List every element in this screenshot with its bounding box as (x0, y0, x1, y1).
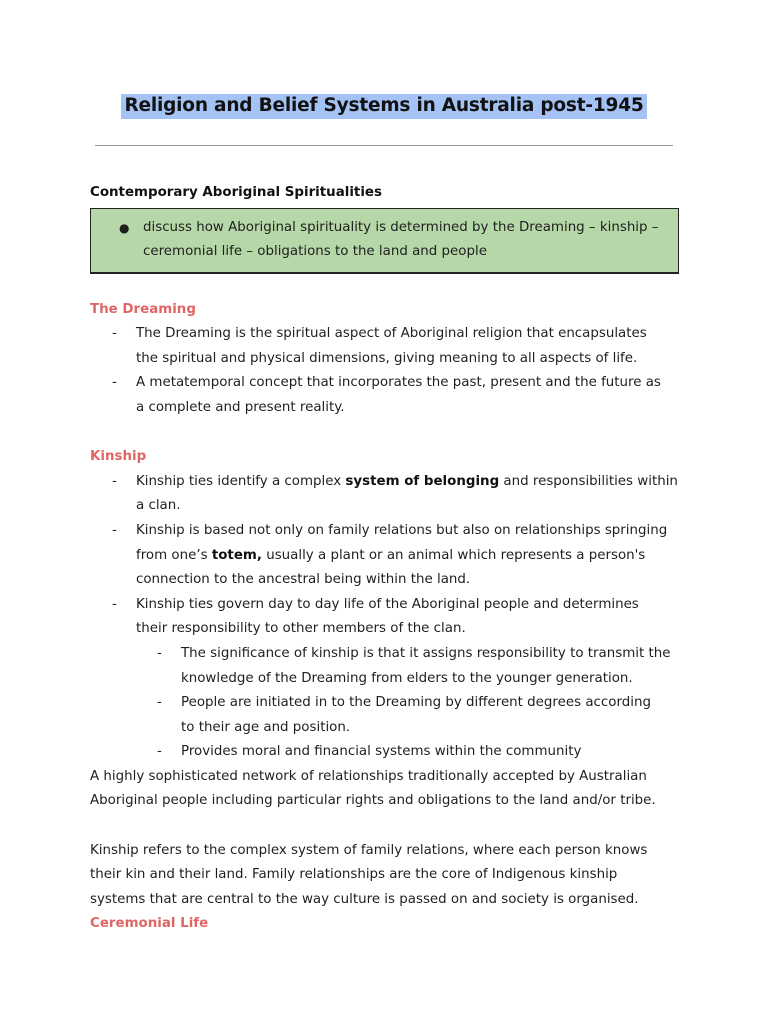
dash-marker: - (157, 744, 162, 760)
dash-marker: - (157, 645, 162, 661)
text-run: Kinship ties identify a complex (136, 473, 346, 489)
list-item-line: Kinship ties govern day to day life of the Aboriginal people and determines (136, 596, 639, 612)
list-item-line (90, 470, 682, 495)
spacer (90, 421, 682, 446)
text-run: usually a plant or an animal which represents a person's (261, 547, 646, 563)
dash-marker: - (112, 596, 117, 612)
section-heading: Contemporary Aboriginal Spiritualities (90, 185, 382, 200)
text-run: from one’s (136, 547, 212, 563)
list-item-line: their responsibility to other members of the clan. (136, 621, 466, 637)
list-item-line: A metatemporal concept that incorporates the past, present and the future as (136, 375, 661, 391)
bullet-icon: ● (119, 220, 130, 235)
paragraph-line: systems that are central to the way culture is passed on and society is organised. (90, 891, 639, 907)
paragraph-line: Aboriginal people including particular rights and obligations to the land and/or tribe. (90, 793, 656, 809)
bold-term: system of belonging (345, 473, 500, 489)
dash-marker: - (157, 695, 162, 711)
bold-term: totem, (211, 547, 262, 563)
syllabus-line: discuss how Aboriginal spirituality is determined by the Dreaming – kinship – (143, 219, 659, 235)
list-item-line (90, 544, 682, 569)
list-item-line: The significance of kinship is that it assigns responsibility to transmit the (181, 645, 671, 661)
list-item (90, 470, 682, 519)
spacer (90, 814, 682, 839)
list-item-line: the spiritual and physical dimensions, giving meaning to all aspects of life. (136, 350, 638, 366)
sub-list-item (90, 642, 682, 691)
syllabus-text (143, 216, 673, 265)
dash-marker: - (112, 522, 117, 538)
sub-list-item (90, 740, 682, 765)
list-item-line: The Dreaming is the spiritual aspect of Aboriginal religion that encapsulates (136, 326, 647, 342)
paragraph-line: A highly sophisticated network of relationships traditionally accepted by Australian (90, 768, 647, 784)
list-item (90, 519, 682, 593)
list-item-line: to their age and position. (181, 719, 351, 735)
page-title: Religion and Belief Systems in Australia post-1945 (121, 94, 646, 119)
dash-marker: - (112, 326, 117, 342)
list-item-line: Provides moral and financial systems within the community (181, 744, 582, 760)
list-item-line: a clan. (136, 498, 181, 514)
list-item (90, 371, 682, 420)
list-item (90, 322, 682, 371)
list-item-line: Kinship is based not only on family relations but also on relationships springing (136, 522, 668, 538)
kinship-heading: Kinship (90, 449, 147, 465)
sub-list-item (90, 691, 682, 740)
list-item-line: connection to the ancestral being within the land. (136, 572, 471, 588)
paragraph-line: their kin and their land. Family relationships are the core of Indigenous kinship (90, 867, 618, 883)
list-item-line: a complete and present reality. (136, 399, 345, 415)
text-run: and responsibilities within (499, 473, 678, 489)
list-item-line: People are initiated in to the Dreaming by different degrees according (181, 695, 651, 711)
horizontal-rule (95, 145, 673, 146)
list-item-line: knowledge of the Dreaming from elders to the younger generation. (181, 670, 633, 686)
paragraph-line: Kinship refers to the complex system of family relations, where each person knows (90, 842, 648, 858)
dash-marker: - (112, 375, 117, 391)
ceremonial-heading: Ceremonial Life (90, 916, 209, 932)
syllabus-line: ceremonial life – obligations to the land and people (143, 244, 487, 260)
syllabus-box (90, 208, 679, 273)
dash-marker: - (112, 473, 117, 489)
title-wrap (0, 94, 768, 119)
list-item (90, 593, 682, 642)
document-body (90, 181, 682, 937)
dreaming-heading: The Dreaming (90, 301, 196, 317)
